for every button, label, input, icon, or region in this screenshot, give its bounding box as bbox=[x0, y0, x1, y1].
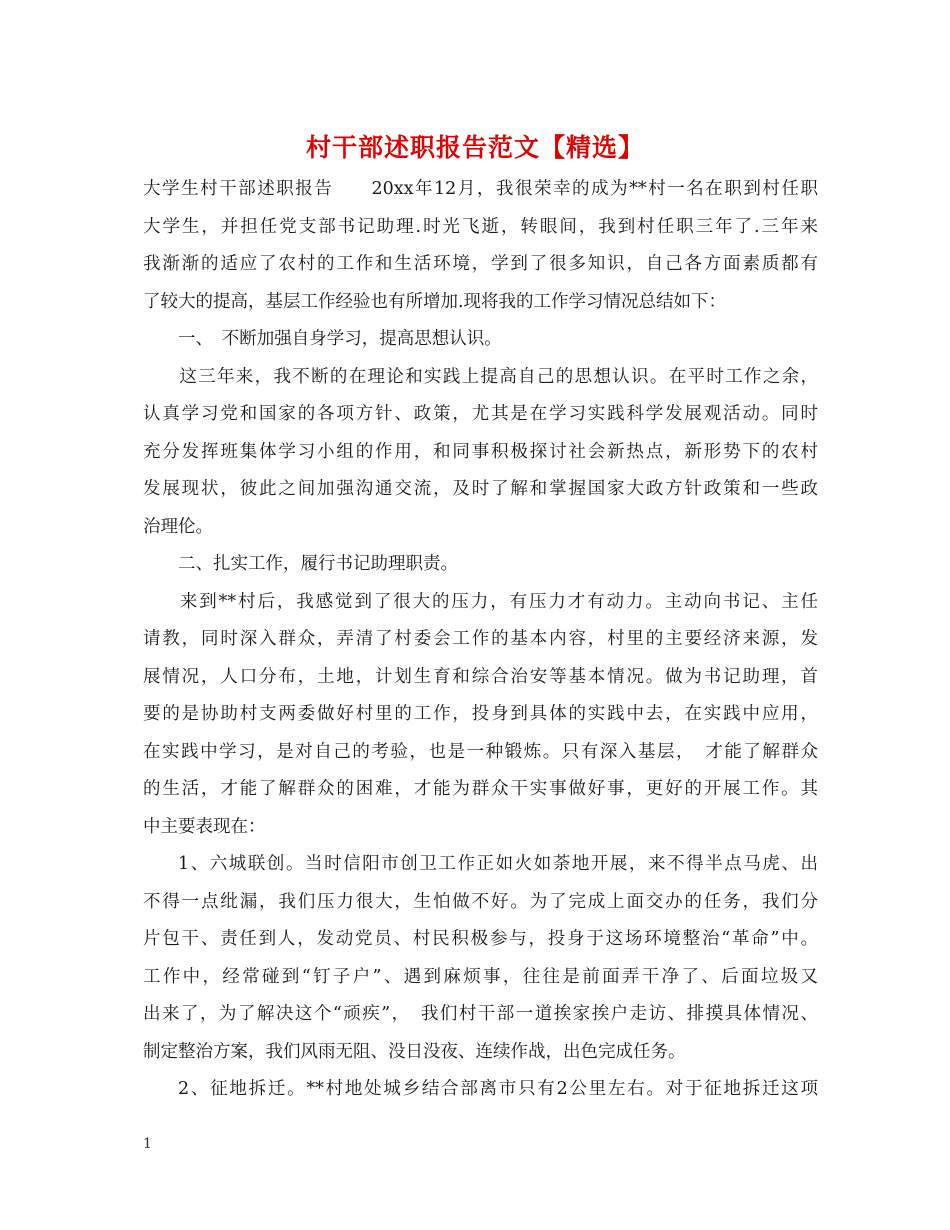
text-line: 我渐渐的适应了农村的工作和生活环境，学到了很多知识，自己各方面素质都有 bbox=[143, 254, 818, 274]
text-line: 片包干、责任到人，发动党员、村民积极参与，投身于这场环境整治“革命”中。 bbox=[143, 929, 818, 949]
text-line: 发展现状，彼此之间加强沟通交流，及时了解和掌握国家大政方针政策和一些政 bbox=[143, 479, 818, 499]
text-line: 1、六城联创。当时信阳市创卫工作正如火如荼地开展，来不得半点马虎、出 bbox=[178, 854, 818, 874]
text-line: 在实践中学习，是对自己的考验，也是一种锻炼。只有深入基层， 才能了解群众 bbox=[143, 741, 818, 762]
text-line: 认真学习党和国家的各项方针、政策，尤其是在学习实践科学发展观活动。同时 bbox=[143, 404, 818, 424]
section-heading: 二、扎实工作，履行书记助理职责。 bbox=[178, 554, 458, 574]
text-line: 充分发挥班集体学习小组的作用，和同事积极探讨社会新热点，新形势下的农村 bbox=[143, 441, 818, 462]
section-heading: 一、 不断加强自身学习，提高思想认识。 bbox=[178, 329, 502, 349]
text-line: 制定整治方案，我们风雨无阻、没日没夜、连续作战，出色完成任务。 bbox=[143, 1041, 686, 1062]
text-line: 要的是协助村支两委做好村里的工作，投身到具体的实践中去，在实践中应用， bbox=[143, 704, 818, 724]
text-line: 大学生村干部述职报告 20xx年12月，我很荣幸的成为**村一名在职到村任职 bbox=[143, 179, 818, 199]
text-line: 出来了，为了解决这个“顽疾”， 我们村干部一道挨家挨户走访、排摸具体情况、 bbox=[143, 1004, 818, 1024]
document-body bbox=[143, 171, 818, 1109]
text-line: 了较大的提高，基层工作经验也有所增加.现将我的工作学习情况总结如下： bbox=[143, 291, 727, 312]
text-line: 中主要表现在： bbox=[143, 816, 266, 837]
text-line: 大学生，并担任党支部书记助理.时光飞逝，转眼间，我到村任职三年了.三年来 bbox=[143, 216, 818, 237]
text-line: 工作中，经常碰到“钉子户”、遇到麻烦事，往往是前面弄干净了、后面垃圾又 bbox=[143, 966, 818, 987]
text-line: 2、征地拆迁。**村地处城乡结合部离市只有2公里左右。对于征地拆迁这项 bbox=[178, 1079, 818, 1099]
text-line: 治理伦。 bbox=[143, 516, 213, 537]
text-line: 请教，同时深入群众，弄清了村委会工作的基本内容，村里的主要经济来源，发 bbox=[143, 629, 818, 649]
text-line: 的生活，才能了解群众的困难，才能为群众干实事做好事，更好的开展工作。其 bbox=[143, 779, 818, 799]
page-number: 1 bbox=[143, 1136, 152, 1152]
text-line: 不得一点纰漏，我们压力很大，生怕做不好。为了完成上面交办的任务，我们分 bbox=[143, 891, 818, 912]
text-line: 展情况，人口分布，土地，计划生育和综合治安等基本情况。做为书记助理，首 bbox=[143, 666, 818, 687]
text-line: 来到**村后，我感觉到了很大的压力，有压力才有动力。主动向书记、主任 bbox=[178, 591, 818, 612]
document-title: 村干部述职报告范文【精选】 bbox=[305, 133, 644, 162]
text-line: 这三年来，我不断的在理论和实践上提高自己的思想认识。在平时工作之余， bbox=[178, 366, 818, 387]
